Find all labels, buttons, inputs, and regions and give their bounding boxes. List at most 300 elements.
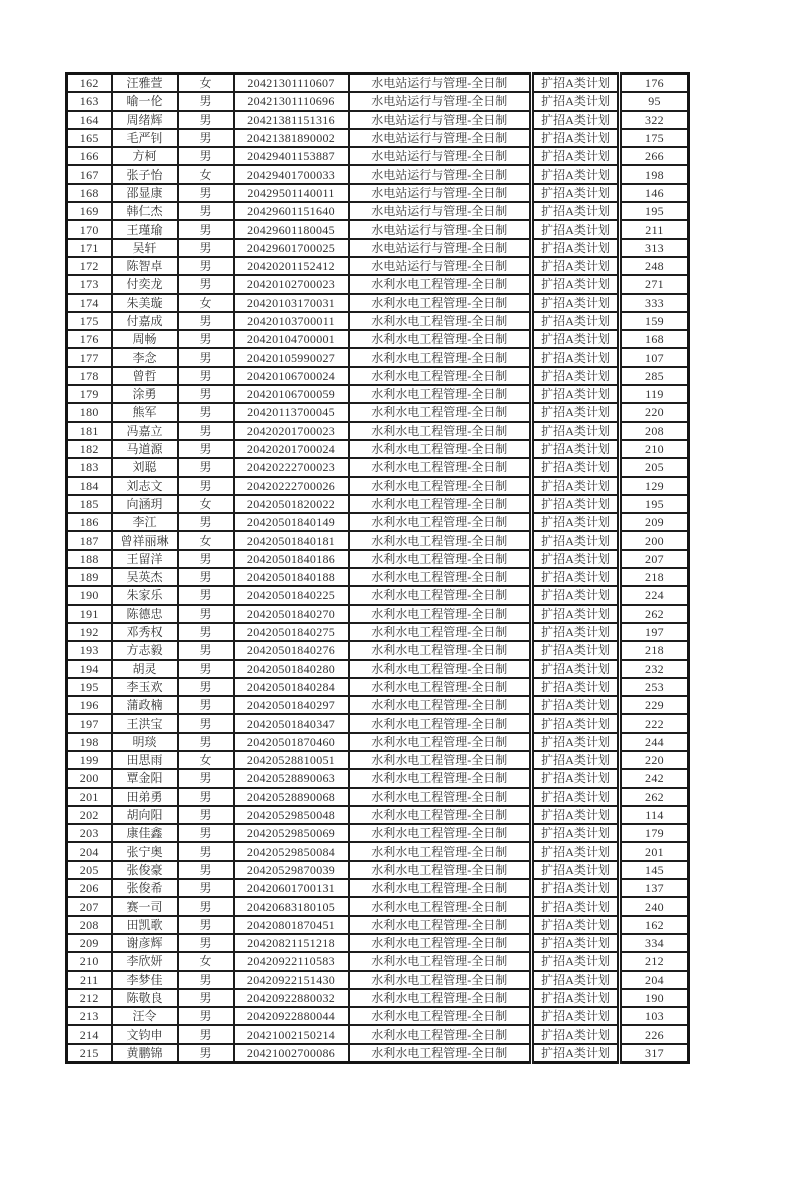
program-cell: 水电站运行与管理-全日制 [349,92,532,110]
score-cell: 209 [620,513,689,531]
table-row [67,111,689,129]
plan-type-cell: 扩招A类计划 [532,751,620,769]
score-cell: 224 [620,586,689,604]
gender-cell: 男 [178,111,234,129]
program-cell: 水电站运行与管理-全日制 [349,74,532,93]
plan-type-cell: 扩招A类计划 [532,586,620,604]
plan-type-cell: 扩招A类计划 [532,367,620,385]
student-name-cell: 王瑾瑜 [112,220,178,238]
plan-type-cell: 扩招A类计划 [532,842,620,860]
program-cell: 水利水电工程管理-全日制 [349,879,532,897]
student-name-cell: 方柯 [112,147,178,165]
plan-type-cell: 扩招A类计划 [532,220,620,238]
exam-id-cell: 20420103700011 [234,312,349,330]
exam-id-cell: 20420501840275 [234,623,349,641]
exam-id-cell: 20429601151640 [234,202,349,220]
row-number-cell: 180 [67,403,112,421]
table-row [67,605,689,623]
table-row [67,751,689,769]
gender-cell: 男 [178,586,234,604]
row-number-cell: 178 [67,367,112,385]
plan-type-cell: 扩招A类计划 [532,879,620,897]
student-name-cell: 熊军 [112,403,178,421]
row-number-cell: 199 [67,751,112,769]
student-name-cell: 张俊希 [112,879,178,897]
plan-type-cell: 扩招A类计划 [532,660,620,678]
gender-cell: 男 [178,678,234,696]
exam-id-cell: 20420821151218 [234,934,349,952]
exam-id-cell: 20421002700086 [234,1044,349,1063]
gender-cell: 女 [178,531,234,549]
gender-cell: 男 [178,971,234,989]
plan-type-cell: 扩招A类计划 [532,605,620,623]
score-cell: 129 [620,477,689,495]
student-name-cell: 张宁奥 [112,842,178,860]
row-number-cell: 205 [67,861,112,879]
program-cell: 水电站运行与管理-全日制 [349,129,532,147]
score-cell: 232 [620,660,689,678]
table-row [67,129,689,147]
gender-cell: 男 [178,641,234,659]
score-cell: 176 [620,74,689,93]
score-cell: 114 [620,806,689,824]
program-cell: 水利水电工程管理-全日制 [349,422,532,440]
gender-cell: 男 [178,202,234,220]
program-cell: 水利水电工程管理-全日制 [349,824,532,842]
table-row [67,586,689,604]
gender-cell: 男 [178,934,234,952]
exam-id-cell: 20420601700131 [234,879,349,897]
table-row [67,165,689,183]
plan-type-cell: 扩招A类计划 [532,74,620,93]
student-name-cell: 刘聪 [112,458,178,476]
exam-id-cell: 20420501840270 [234,605,349,623]
row-number-cell: 165 [67,129,112,147]
plan-type-cell: 扩招A类计划 [532,458,620,476]
student-name-cell: 陈智卓 [112,257,178,275]
table-row [67,403,689,421]
student-name-cell: 马道源 [112,440,178,458]
student-name-cell: 周畅 [112,330,178,348]
student-name-cell: 张子怡 [112,165,178,183]
table-row [67,348,689,366]
program-cell: 水利水电工程管理-全日制 [349,348,532,366]
row-number-cell: 211 [67,971,112,989]
table-row [67,147,689,165]
gender-cell: 男 [178,989,234,1007]
score-cell: 168 [620,330,689,348]
gender-cell: 男 [178,330,234,348]
exam-id-cell: 20429401700033 [234,165,349,183]
program-cell: 水利水电工程管理-全日制 [349,440,532,458]
student-name-cell: 陈德忠 [112,605,178,623]
table-row [67,513,689,531]
exam-id-cell: 20420106700024 [234,367,349,385]
student-name-cell: 周绪辉 [112,111,178,129]
student-name-cell: 李念 [112,348,178,366]
gender-cell: 男 [178,733,234,751]
table-row [67,568,689,586]
score-cell: 198 [620,165,689,183]
score-cell: 103 [620,1007,689,1025]
student-name-cell: 田思雨 [112,751,178,769]
score-cell: 253 [620,678,689,696]
program-cell: 水电站运行与管理-全日制 [349,184,532,202]
score-cell: 95 [620,92,689,110]
exam-id-cell: 20420501870460 [234,733,349,751]
score-cell: 195 [620,202,689,220]
student-name-cell: 赛一司 [112,897,178,915]
program-cell: 水利水电工程管理-全日制 [349,769,532,787]
program-cell: 水利水电工程管理-全日制 [349,605,532,623]
plan-type-cell: 扩招A类计划 [532,989,620,1007]
row-number-cell: 162 [67,74,112,93]
row-number-cell: 201 [67,788,112,806]
admission-roster-table [65,72,690,1064]
exam-id-cell: 20420222700023 [234,458,349,476]
program-cell: 水电站运行与管理-全日制 [349,202,532,220]
table-row [67,623,689,641]
program-cell: 水利水电工程管理-全日制 [349,623,532,641]
gender-cell: 男 [178,824,234,842]
table-row [67,696,689,714]
exam-id-cell: 20420501840188 [234,568,349,586]
score-cell: 210 [620,440,689,458]
student-name-cell: 胡向阳 [112,806,178,824]
exam-id-cell: 20421381890002 [234,129,349,147]
gender-cell: 男 [178,714,234,732]
row-number-cell: 198 [67,733,112,751]
table-row [67,916,689,934]
exam-id-cell: 20420501840186 [234,550,349,568]
row-number-cell: 212 [67,989,112,1007]
gender-cell: 男 [178,348,234,366]
student-name-cell: 文钧申 [112,1025,178,1043]
student-name-cell: 覃金阳 [112,769,178,787]
program-cell: 水利水电工程管理-全日制 [349,385,532,403]
exam-id-cell: 20420529850048 [234,806,349,824]
score-cell: 190 [620,989,689,1007]
gender-cell: 男 [178,696,234,714]
exam-id-cell: 20420801870451 [234,916,349,934]
student-name-cell: 付奕龙 [112,275,178,293]
exam-id-cell: 20420201152412 [234,257,349,275]
score-cell: 205 [620,458,689,476]
gender-cell: 女 [178,165,234,183]
student-name-cell: 李江 [112,513,178,531]
plan-type-cell: 扩招A类计划 [532,513,620,531]
row-number-cell: 164 [67,111,112,129]
gender-cell: 男 [178,422,234,440]
exam-id-cell: 20421002150214 [234,1025,349,1043]
gender-cell: 女 [178,952,234,970]
plan-type-cell: 扩招A类计划 [532,312,620,330]
row-number-cell: 187 [67,531,112,549]
plan-type-cell: 扩招A类计划 [532,678,620,696]
plan-type-cell: 扩招A类计划 [532,147,620,165]
row-number-cell: 192 [67,623,112,641]
program-cell: 水利水电工程管理-全日制 [349,733,532,751]
program-cell: 水利水电工程管理-全日制 [349,1007,532,1025]
row-number-cell: 183 [67,458,112,476]
row-number-cell: 200 [67,769,112,787]
gender-cell: 男 [178,513,234,531]
plan-type-cell: 扩招A类计划 [532,696,620,714]
gender-cell: 男 [178,916,234,934]
score-cell: 137 [620,879,689,897]
plan-type-cell: 扩招A类计划 [532,330,620,348]
gender-cell: 男 [178,257,234,275]
program-cell: 水利水电工程管理-全日制 [349,971,532,989]
score-cell: 195 [620,495,689,513]
student-name-cell: 曾祥丽琳 [112,531,178,549]
row-number-cell: 174 [67,294,112,312]
table-row [67,74,689,93]
plan-type-cell: 扩招A类计划 [532,348,620,366]
row-number-cell: 169 [67,202,112,220]
score-cell: 244 [620,733,689,751]
table-row [67,422,689,440]
plan-type-cell: 扩招A类计划 [532,184,620,202]
student-name-cell: 朱美璇 [112,294,178,312]
student-name-cell: 向涵玥 [112,495,178,513]
plan-type-cell: 扩招A类计划 [532,239,620,257]
exam-id-cell: 20420922880044 [234,1007,349,1025]
row-number-cell: 179 [67,385,112,403]
exam-id-cell: 20420922880032 [234,989,349,1007]
gender-cell: 男 [178,660,234,678]
row-number-cell: 166 [67,147,112,165]
program-cell: 水利水电工程管理-全日制 [349,403,532,421]
score-cell: 218 [620,568,689,586]
gender-cell: 男 [178,1025,234,1043]
student-name-cell: 明琰 [112,733,178,751]
exam-id-cell: 20420529870039 [234,861,349,879]
student-name-cell: 胡灵 [112,660,178,678]
scanned-document-page [0,72,800,1204]
exam-id-cell: 20420104700001 [234,330,349,348]
student-name-cell: 田弟勇 [112,788,178,806]
table-row [67,824,689,842]
program-cell: 水利水电工程管理-全日制 [349,550,532,568]
score-cell: 212 [620,952,689,970]
gender-cell: 男 [178,788,234,806]
row-number-cell: 173 [67,275,112,293]
table-row [67,1025,689,1043]
gender-cell: 女 [178,751,234,769]
program-cell: 水利水电工程管理-全日制 [349,806,532,824]
table-row [67,367,689,385]
student-name-cell: 冯嘉立 [112,422,178,440]
student-name-cell: 李梦佳 [112,971,178,989]
row-number-cell: 184 [67,477,112,495]
row-number-cell: 214 [67,1025,112,1043]
exam-id-cell: 20421381151316 [234,111,349,129]
plan-type-cell: 扩招A类计划 [532,733,620,751]
plan-type-cell: 扩招A类计划 [532,1025,620,1043]
program-cell: 水利水电工程管理-全日制 [349,1025,532,1043]
student-name-cell: 邓秀权 [112,623,178,641]
gender-cell: 男 [178,385,234,403]
plan-type-cell: 扩招A类计划 [532,824,620,842]
score-cell: 242 [620,769,689,787]
gender-cell: 男 [178,403,234,421]
student-name-cell: 康佳鑫 [112,824,178,842]
gender-cell: 男 [178,550,234,568]
plan-type-cell: 扩招A类计划 [532,1007,620,1025]
gender-cell: 男 [178,147,234,165]
score-cell: 266 [620,147,689,165]
gender-cell: 男 [178,568,234,586]
score-cell: 146 [620,184,689,202]
student-name-cell: 汪令 [112,1007,178,1025]
table-row [67,385,689,403]
gender-cell: 男 [178,458,234,476]
table-row [67,312,689,330]
student-name-cell: 李欣妍 [112,952,178,970]
gender-cell: 男 [178,842,234,860]
table-row [67,477,689,495]
roster-body [67,74,689,1063]
table-row [67,440,689,458]
student-name-cell: 付嘉成 [112,312,178,330]
exam-id-cell: 20421301110607 [234,74,349,93]
gender-cell: 男 [178,897,234,915]
table-row [67,842,689,860]
table-row [67,861,689,879]
score-cell: 262 [620,605,689,623]
exam-id-cell: 20420528810051 [234,751,349,769]
score-cell: 317 [620,1044,689,1063]
plan-type-cell: 扩招A类计划 [532,440,620,458]
score-cell: 179 [620,824,689,842]
program-cell: 水利水电工程管理-全日制 [349,495,532,513]
table-row [67,92,689,110]
exam-id-cell: 20420105990027 [234,348,349,366]
table-row [67,971,689,989]
student-name-cell: 王留洋 [112,550,178,568]
gender-cell: 女 [178,74,234,93]
row-number-cell: 215 [67,1044,112,1063]
plan-type-cell: 扩招A类计划 [532,202,620,220]
table-row [67,788,689,806]
student-name-cell: 张俊豪 [112,861,178,879]
exam-id-cell: 20420222700026 [234,477,349,495]
program-cell: 水利水电工程管理-全日制 [349,714,532,732]
exam-id-cell: 20420201700024 [234,440,349,458]
exam-id-cell: 20420528890063 [234,769,349,787]
score-cell: 271 [620,275,689,293]
exam-id-cell: 20420501820022 [234,495,349,513]
gender-cell: 男 [178,92,234,110]
program-cell: 水利水电工程管理-全日制 [349,458,532,476]
plan-type-cell: 扩招A类计划 [532,294,620,312]
gender-cell: 男 [178,623,234,641]
row-number-cell: 175 [67,312,112,330]
table-row [67,714,689,732]
plan-type-cell: 扩招A类计划 [532,971,620,989]
score-cell: 285 [620,367,689,385]
student-name-cell: 曾哲 [112,367,178,385]
plan-type-cell: 扩招A类计划 [532,1044,620,1063]
gender-cell: 男 [178,239,234,257]
plan-type-cell: 扩招A类计划 [532,641,620,659]
gender-cell: 男 [178,879,234,897]
plan-type-cell: 扩招A类计划 [532,806,620,824]
plan-type-cell: 扩招A类计划 [532,788,620,806]
plan-type-cell: 扩招A类计划 [532,495,620,513]
gender-cell: 男 [178,477,234,495]
plan-type-cell: 扩招A类计划 [532,129,620,147]
table-row [67,458,689,476]
exam-id-cell: 20429401153887 [234,147,349,165]
program-cell: 水电站运行与管理-全日制 [349,257,532,275]
row-number-cell: 176 [67,330,112,348]
row-number-cell: 193 [67,641,112,659]
table-row [67,330,689,348]
score-cell: 211 [620,220,689,238]
table-row [67,495,689,513]
row-number-cell: 197 [67,714,112,732]
gender-cell: 男 [178,440,234,458]
score-cell: 333 [620,294,689,312]
score-cell: 119 [620,385,689,403]
plan-type-cell: 扩招A类计划 [532,403,620,421]
table-row [67,275,689,293]
program-cell: 水利水电工程管理-全日制 [349,641,532,659]
exam-id-cell: 20420201700023 [234,422,349,440]
student-name-cell: 毛严钊 [112,129,178,147]
gender-cell: 男 [178,769,234,787]
row-number-cell: 204 [67,842,112,860]
plan-type-cell: 扩招A类计划 [532,275,620,293]
program-cell: 水利水电工程管理-全日制 [349,788,532,806]
score-cell: 204 [620,971,689,989]
gender-cell: 女 [178,294,234,312]
table-row [67,769,689,787]
row-number-cell: 196 [67,696,112,714]
program-cell: 水利水电工程管理-全日制 [349,897,532,915]
row-number-cell: 213 [67,1007,112,1025]
table-row [67,660,689,678]
exam-id-cell: 20420501840347 [234,714,349,732]
exam-id-cell: 20420106700059 [234,385,349,403]
table-row [67,257,689,275]
score-cell: 222 [620,714,689,732]
table-row [67,239,689,257]
exam-id-cell: 20420529850069 [234,824,349,842]
plan-type-cell: 扩招A类计划 [532,769,620,787]
exam-id-cell: 20429601700025 [234,239,349,257]
exam-id-cell: 20421301110696 [234,92,349,110]
gender-cell: 男 [178,1007,234,1025]
plan-type-cell: 扩招A类计划 [532,897,620,915]
row-number-cell: 168 [67,184,112,202]
exam-id-cell: 20420922151430 [234,971,349,989]
gender-cell: 男 [178,312,234,330]
row-number-cell: 191 [67,605,112,623]
row-number-cell: 182 [67,440,112,458]
plan-type-cell: 扩招A类计划 [532,111,620,129]
row-number-cell: 202 [67,806,112,824]
program-cell: 水利水电工程管理-全日制 [349,330,532,348]
student-name-cell: 吴轩 [112,239,178,257]
exam-id-cell: 20420501840280 [234,660,349,678]
row-number-cell: 208 [67,916,112,934]
row-number-cell: 163 [67,92,112,110]
exam-id-cell: 20420528890068 [234,788,349,806]
program-cell: 水利水电工程管理-全日制 [349,678,532,696]
